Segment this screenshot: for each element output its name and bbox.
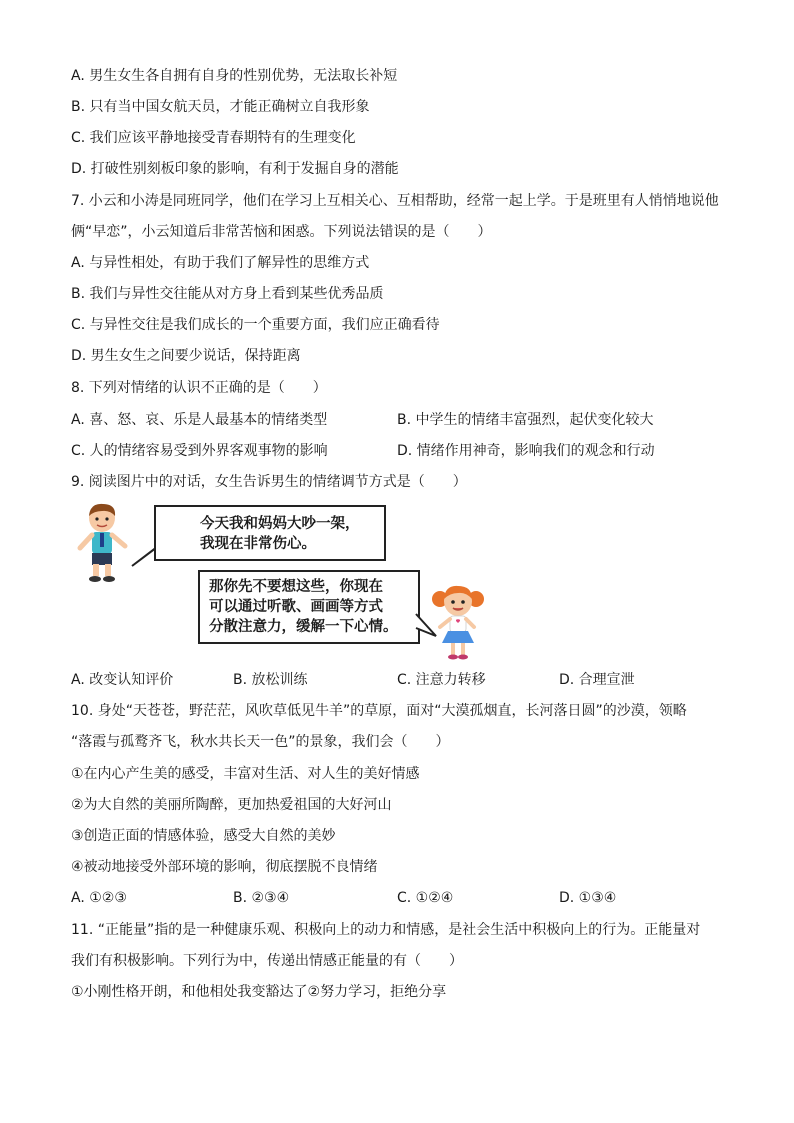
q6-option-b: B. 只有当中国女航天员，才能正确树立自我形象 [71,99,370,115]
girl-bubble-line3: 分散注意力，缓解一下心情。 [209,619,398,635]
q7-option-a: A. 与异性相处，有助于我们了解异性的思维方式 [71,255,370,271]
q10-option-d: D. ①③④ [559,890,617,906]
q11-stem-line2: 我们有积极影响。下列行为中，传递出情感正能量的有（ ） [71,953,463,969]
q8-option-a: A. 喜、怒、哀、乐是人最基本的情绪类型 [71,412,328,428]
q9-option-d: D. 合理宣泄 [559,672,635,688]
q6-option-c: C. 我们应该平静地接受青春期特有的生理变化 [71,130,356,146]
q9-stem: 9. 阅读图片中的对话，女生告诉男生的情绪调节方式是（ ） [71,474,467,490]
q7-option-c: C. 与异性交往是我们成长的一个重要方面，我们应正确看待 [71,317,440,333]
q8-option-c: C. 人的情绪容易受到外界客观事物的影响 [71,443,328,459]
boy-illustration [72,502,132,584]
q7-stem-line1: 7. 小云和小涛是同班同学，他们在学习上互相关心、互相帮助，经常一起上学。于是班里有人悄悄地说他 [71,193,719,209]
q10-item-3: ③创造正面的情感体验，感受大自然的美妙 [71,828,336,844]
q10-option-b: B. ②③④ [233,890,290,906]
q6-option-a: A. 男生女生各自拥有自身的性别优势，无法取长补短 [71,68,398,84]
q7-option-d: D. 男生女生之间要少说话，保持距离 [71,348,301,364]
q10-stem-line2: “落霞与孤鹜齐飞，秋水共长天一色”的景象，我们会（ ） [71,734,450,750]
boy-speech-bubble [154,505,386,561]
boy-bubble-line2: 我现在非常伤心。 [200,536,316,552]
girl-bubble-line1: 那你先不要想这些，你现在 [209,579,383,595]
q10-item-2: ②为大自然的美丽所陶醉，更加热爱祖国的大好河山 [71,797,392,813]
q9-option-a: A. 改变认知评价 [71,672,174,688]
q10-option-c: C. ①②④ [397,890,454,906]
q9-option-c: C. 注意力转移 [397,672,486,688]
q10-option-a: A. ①②③ [71,890,127,906]
q10-item-1: ①在内心产生美的感受，丰富对生活、对人生的美好情感 [71,766,420,782]
girl-bubble-line2: 可以通过听歌、画画等方式 [209,599,383,615]
q7-stem-line2: 俩“早恋”，小云知道后非常苦恼和困惑。下列说法错误的是（ ） [71,224,492,240]
boy-bubble-line1: 今天我和妈妈大吵一架， [200,516,360,532]
girl-speech-bubble [198,570,420,644]
q7-option-b: B. 我们与异性交往能从对方身上看到某些优秀品质 [71,286,384,302]
girl-illustration [428,583,488,663]
q11-stem-line1: 11. “正能量”指的是一种健康乐观、积极向上的动力和情感，是社会生活中积极向上的行为。正能量对 [71,922,701,938]
q8-option-d: D. 情绪作用神奇，影响我们的观念和行动 [397,443,655,459]
q10-item-4: ④被动地接受外部环境的影响，彻底摆脱不良情绪 [71,859,378,875]
q8-stem: 8. 下列对情绪的认识不正确的是（ ） [71,380,327,396]
q10-stem-line1: 10. 身处“天苍苍，野茫茫，风吹草低见牛羊”的草原，面对“大漠孤烟直，长河落日圆”的沙漠，领略 [71,703,687,719]
q8-option-b: B. 中学生的情绪丰富强烈，起伏变化较大 [397,412,654,428]
q6-option-d: D. 打破性别刻板印象的影响，有利于发掘自身的潜能 [71,161,399,177]
q9-option-b: B. 放松训练 [233,672,308,688]
q11-item-line: ①小刚性格开朗，和他相处我变豁达了②努力学习，拒绝分享 [71,984,447,1000]
